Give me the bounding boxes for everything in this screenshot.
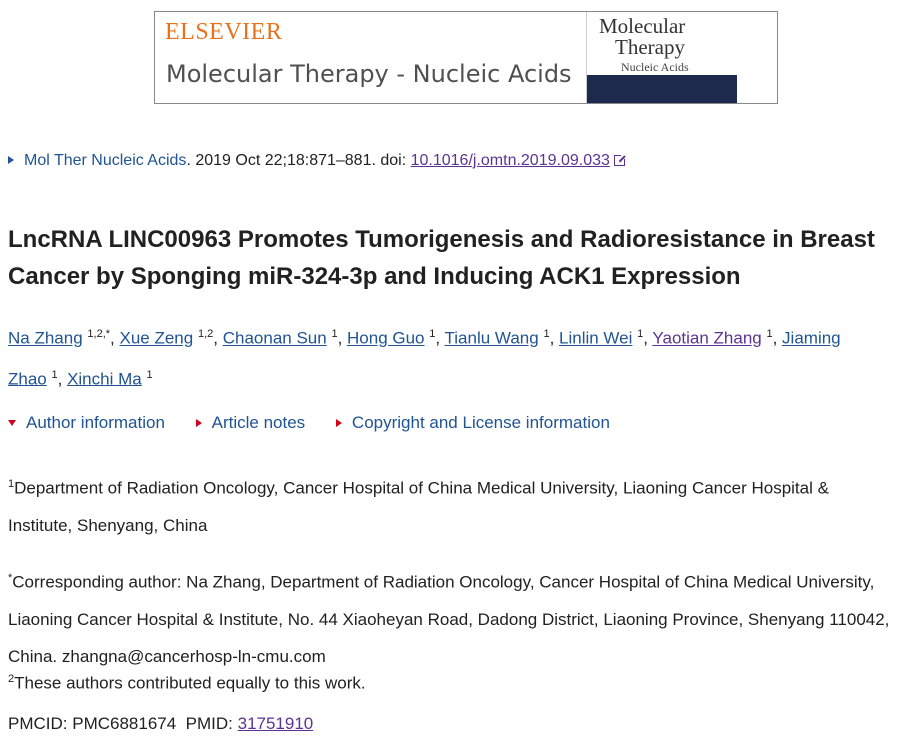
author-link[interactable]: Jiaming Zhao — [8, 328, 841, 389]
article-title: LncRNA LINC00963 Promotes Tumorigenesis and Radioresistance in Breast Cancer by Sponging miR-324-3p and Inducing ACK1 Expression — [8, 226, 875, 290]
affiliation-text: Department of Radiation Oncology, Cancer Hospital of China Medical University, Liaoning Cancer Hospital & Institute, Shenyang, China — [8, 478, 829, 535]
copyright-link[interactable]: Copyright and License information — [351, 413, 610, 432]
author-affiliation-sup: 1 — [51, 368, 58, 381]
copyright-toggle[interactable] — [336, 413, 610, 432]
cover-band — [587, 75, 737, 103]
author-link[interactable]: Xue Zeng — [119, 328, 194, 348]
author-affiliation-sup: 1,2 — [197, 328, 214, 340]
corresponding-sup: * — [8, 572, 13, 584]
cover-subtitle: Nucleic Acids — [621, 60, 689, 74]
citation-line — [8, 152, 625, 170]
note-sup: 2 — [8, 673, 15, 685]
citation-details: . 2019 Oct 22;18:871–881. doi: — [186, 152, 411, 169]
author-information-toggle[interactable] — [8, 413, 165, 432]
article-info-toggles — [8, 413, 636, 433]
expand-arrow-icon[interactable] — [8, 156, 14, 164]
expand-arrow-icon — [336, 419, 342, 427]
author-link[interactable]: Tianlu Wang — [444, 328, 539, 348]
author-affiliation-sup: 1,2,* — [87, 328, 111, 340]
author-link[interactable]: Hong Guo — [347, 328, 425, 348]
author-link[interactable]: Xinchi Ma — [67, 369, 142, 389]
author-list: Na Zhang $^{1,2,*}$, Xue Zeng $^{1,2}$, Chaonan Sun $^1$, Hong Guo $^1$, Tianlu Wang $^1$, Linlin Wei $^1$, Yaotian Zhang $^1$, Jiaming Zhao $^1$, Xinchi Ma $^1$ — [8, 328, 841, 389]
pmcid-label: PMCID: — [8, 714, 73, 733]
journal-link[interactable]: Mol Ther Nucleic Acids — [24, 152, 187, 169]
article-ids — [8, 714, 313, 734]
author-affiliation-sup: 1 — [146, 368, 153, 381]
journal-cover — [586, 12, 737, 103]
doi-link[interactable]: 10.1016/j.omtn.2019.09.033 — [410, 152, 610, 169]
affiliation — [8, 466, 894, 544]
corresponding-author — [8, 560, 894, 675]
note-text: These authors contributed equally to this work. — [14, 673, 366, 693]
article-notes-link[interactable]: Article notes — [211, 413, 306, 432]
publisher-logo: ELSEVIER — [165, 19, 283, 45]
author-affiliation-sup: 1 — [766, 328, 773, 340]
author-link[interactable]: Yaotian Zhang — [652, 328, 762, 348]
journal-banner[interactable] — [154, 11, 778, 104]
cover-title-line2: Therapy — [615, 35, 685, 59]
expand-arrow-icon — [196, 419, 202, 427]
journal-name: Molecular Therapy - Nucleic Acids — [166, 60, 572, 88]
external-link-icon — [614, 155, 625, 166]
author-link[interactable]: Na Zhang — [8, 328, 83, 348]
author-affiliation-sup: 1 — [637, 328, 644, 340]
collapse-arrow-icon — [8, 420, 16, 426]
author-affiliation-sup: 1 — [331, 328, 338, 340]
corresponding-text: Corresponding author: Na Zhang, Department of Radiation Oncology, Cancer Hospital of China Medical University, Liaoning Cancer Hospital & Institute, No. 44 Xiaoheyan Road, Dadong District, Liaoning Province, Shenyang 110042, China. zhangna@cancerhosp-ln-cmu.com — [8, 572, 890, 666]
author-affiliation-sup: 1 — [429, 328, 436, 340]
author-affiliation-sup: 1 — [543, 328, 550, 340]
author-link[interactable]: Chaonan Sun — [222, 328, 327, 348]
pmcid-value: PMC6881674 — [72, 714, 177, 733]
affiliation-sup: 1 — [8, 478, 15, 490]
equal-contribution-note — [8, 673, 366, 694]
cover-title-line1: Molecular — [599, 14, 686, 38]
author-information-link[interactable]: Author information — [26, 413, 165, 432]
article-notes-toggle[interactable] — [196, 413, 306, 432]
author-link[interactable]: Linlin Wei — [559, 328, 633, 348]
pmid-link[interactable]: 31751910 — [237, 714, 314, 733]
pmid-label: PMID: — [185, 714, 238, 733]
